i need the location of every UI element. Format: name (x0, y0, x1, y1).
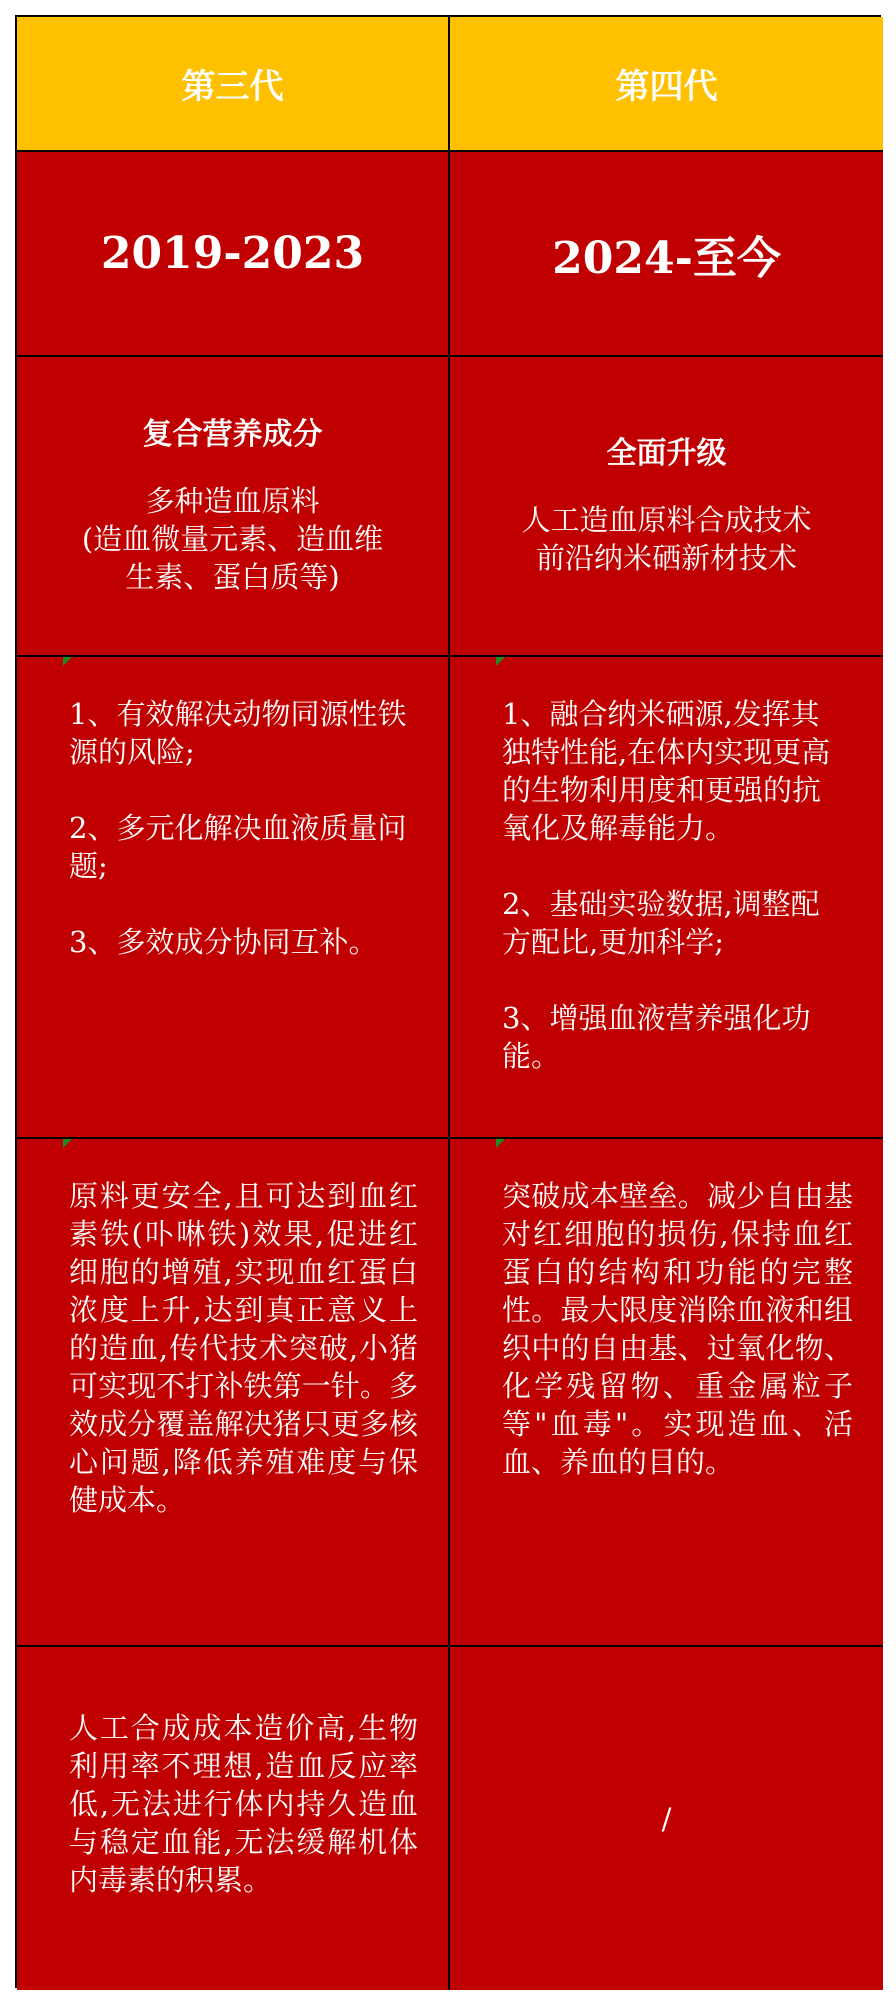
summary-title: 全面升级 (606, 436, 727, 471)
year-range: 2019-2023 (100, 228, 365, 279)
feature-item: 3、多效成分协同互补。 (69, 925, 378, 959)
years-fourth-generation (450, 152, 883, 357)
limitations-text: / (661, 1801, 672, 1836)
years-third-generation (17, 152, 450, 357)
limitations-fourth-generation (450, 1647, 883, 1990)
features-fourth-generation (450, 657, 883, 1139)
feature-item: 3、增强血液营养强化功能。 (502, 1001, 811, 1073)
header-third-generation (17, 17, 450, 152)
year-range: 2024-至今 (552, 232, 781, 284)
summary-fourth-generation (450, 357, 883, 657)
header-label: 第三代 (181, 67, 284, 107)
effects-third-generation (17, 1139, 450, 1647)
summary-line: 人工造血原料合成技术 (521, 503, 812, 537)
comment-marker-icon (496, 1139, 505, 1148)
generation-comparison-table (15, 15, 881, 1988)
comment-marker-icon (63, 1139, 72, 1148)
header-fourth-generation (450, 17, 883, 152)
summary-third-generation (17, 357, 450, 657)
comment-marker-icon (496, 657, 505, 666)
summary-line: 生素、蛋白质等) (125, 560, 340, 594)
feature-item: 1、有效解决动物同源性铁源的风险; (69, 697, 407, 769)
effects-fourth-generation (450, 1139, 883, 1647)
limitations-text: 人工合成成本造价高,生物利用率不理想,造血反应率低,无法进行体内持久造血与稳定血能,无法缓解机体内毒素的积累。 (69, 1711, 418, 1897)
feature-item: 2、基础实验数据,调整配方配比,更加科学; (502, 887, 820, 959)
summary-line: 前沿纳米硒新材技术 (535, 541, 797, 575)
comment-marker-icon (63, 657, 72, 666)
limitations-third-generation (17, 1647, 450, 1990)
summary-title: 复合营养成分 (142, 417, 323, 452)
effects-text: 突破成本壁垒。减少自由基对红细胞的损伤,保持血红蛋白的结构和功能的完整性。最大限度消除血液和组织中的自由基、过氧化物、化学残留物、重金属粒子等"血毒"。实现造血、活血、养血的目的。 (502, 1179, 853, 1479)
feature-item: 1、融合纳米硒源,发挥其独特性能,在体内实现更高的生物利用度和更强的抗氧化及解毒能力。 (502, 697, 831, 845)
summary-line: (造血微量元素、造血维 (81, 522, 384, 556)
feature-item: 2、多元化解决血液质量问题; (69, 811, 407, 883)
summary-line: 多种造血原料 (145, 484, 320, 518)
features-third-generation (17, 657, 450, 1139)
header-label: 第四代 (615, 67, 718, 107)
effects-text: 原料更安全,且可达到血红素铁(卟啉铁)效果,促进红细胞的增殖,实现血红蛋白浓度上升,达到真正意义上的造血,传代技术突破,小猪可实现不打补铁第一针。多效成分覆盖解决猪只更多核心问题,降低养殖难度与保健成本。 (69, 1179, 418, 1517)
